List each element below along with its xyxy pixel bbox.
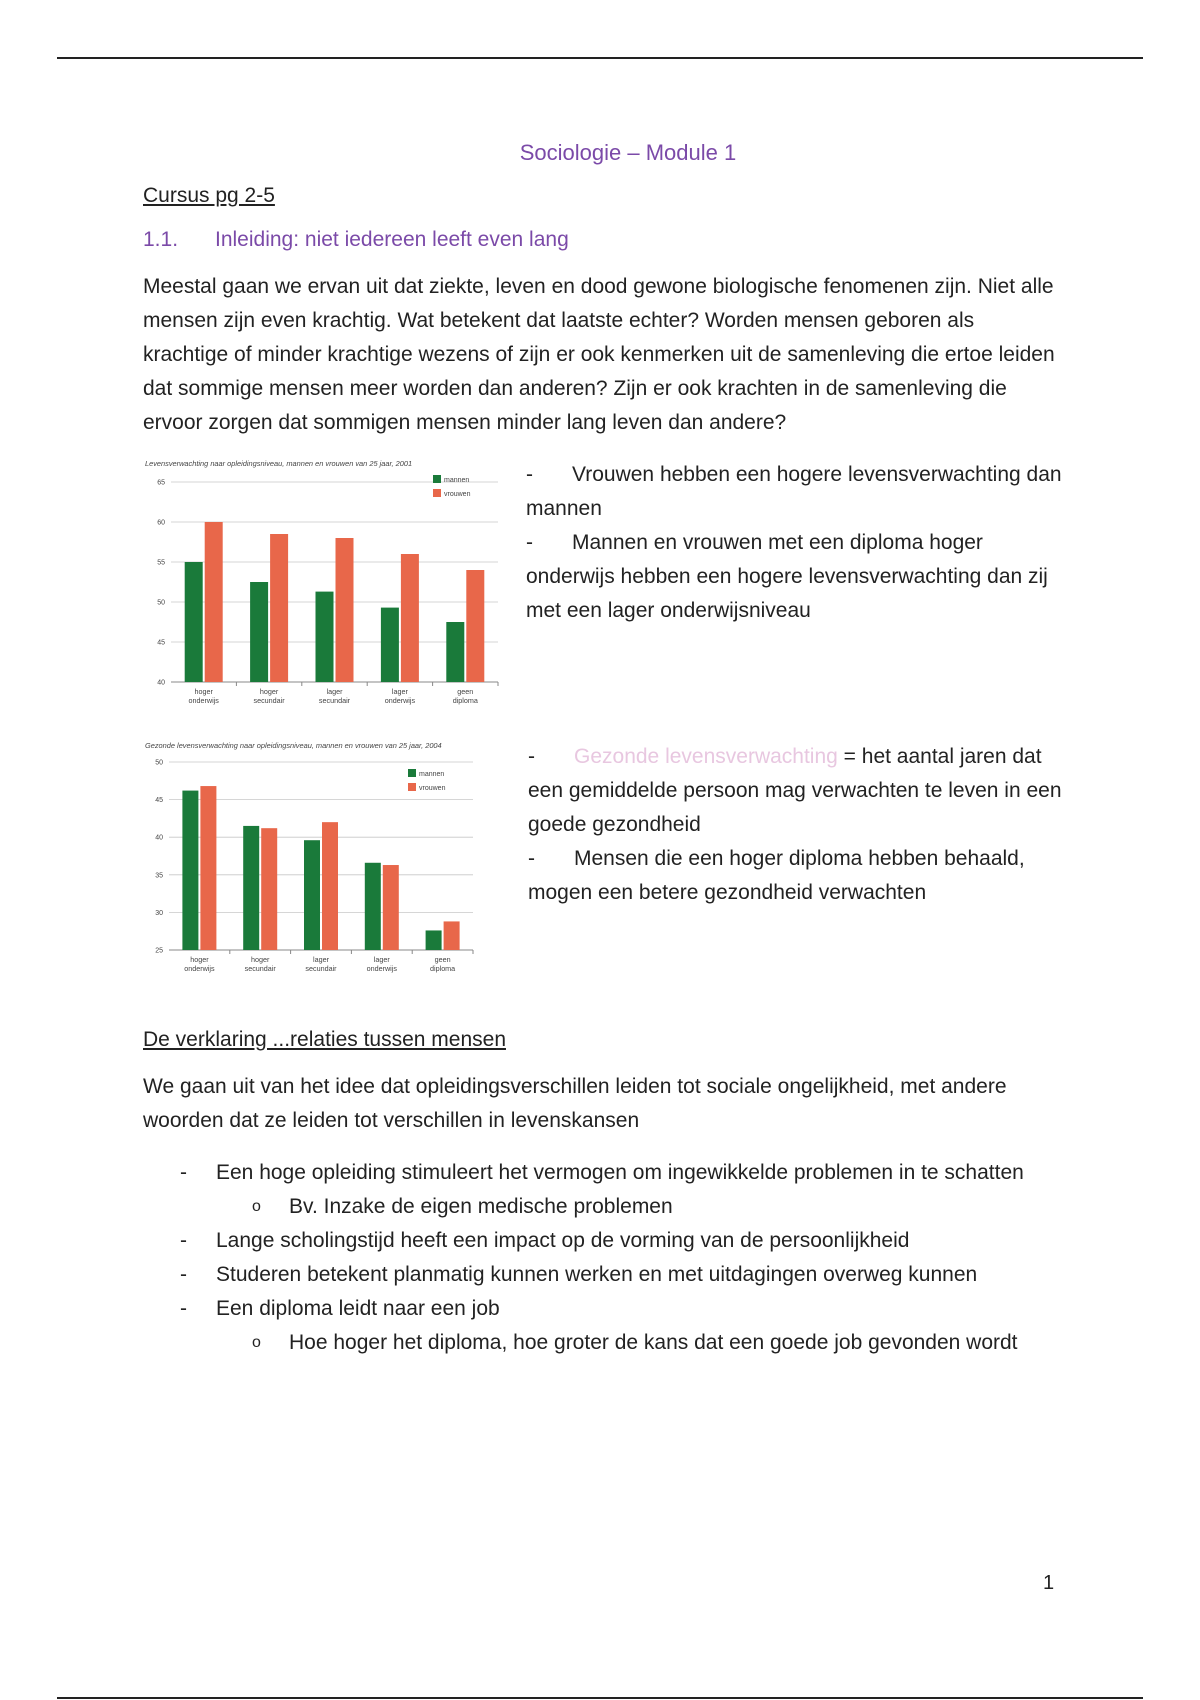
dash-marker: - [528, 847, 535, 870]
chart2-row [143, 740, 1063, 1018]
bar-mannen [365, 863, 381, 950]
dash-marker: - [526, 531, 533, 554]
list-item [143, 1292, 1063, 1360]
bar-vrouwen [205, 522, 223, 682]
chart1-note [526, 526, 1066, 628]
chart1-note [526, 458, 1066, 526]
list-item [143, 1156, 1063, 1224]
top-rule [57, 57, 1143, 59]
section-heading [143, 228, 1063, 252]
circle-marker: o [252, 1334, 261, 1351]
bar-mannen [185, 562, 203, 682]
legend-label: mannen [444, 477, 470, 484]
y-tick-label: 65 [157, 479, 165, 487]
bar-mannen [182, 791, 198, 950]
chart-life-expectancy [143, 458, 503, 720]
note-text: Vrouwen hebben een hogere levensverwachting dan mannen [526, 463, 1062, 520]
x-tick-label: secundair [305, 964, 337, 973]
y-tick-label: 40 [155, 834, 163, 842]
dash-marker: - [180, 1229, 187, 1252]
bar-vrouwen [270, 534, 288, 682]
list-item [143, 1258, 1063, 1292]
note-text: = het aantal jaren dat een gemiddelde persoon mag verwachten te leven in een goede gezondheid [528, 745, 1062, 836]
sub-item-text: Hoe hoger het diploma, hoe groter de kans dat een goede job gevonden wordt [289, 1331, 1018, 1354]
chart2-note [528, 740, 1068, 842]
bar-mannen [250, 582, 268, 682]
bar-vrouwen [466, 570, 484, 682]
x-tick-label: lager [313, 955, 329, 964]
chart1-notes [526, 458, 1066, 628]
x-tick-label: hoger [194, 687, 213, 696]
dash-marker: - [180, 1161, 187, 1184]
chart2-notes [528, 740, 1068, 910]
legend-label: mannen [419, 771, 445, 778]
x-tick-label: onderwijs [184, 964, 215, 973]
bar-mannen [381, 608, 399, 682]
intro-paragraph: Meestal gaan we ervan uit dat ziekte, leven en dood gewone biologische fenomenen zijn. Niet alle mensen zijn even krachtig. Wat betekent dat laatste echter? Worden mensen geboren als krachtige of minder krachtige wezens of zijn er ook kenmerken uit de samenleving die ertoe leiden dat sommige mensen meer worden dan anderen? Zijn er ook krachten in de samenleving die ervoor zorgen dat sommigen mensen minder lang leven dan andere? [143, 275, 1055, 434]
section2-heading: De verklaring ...relaties tussen mensen [143, 1028, 506, 1051]
section-title: Inleiding: niet iedereen leeft even lang [215, 228, 569, 251]
page-number: 1 [1043, 1572, 1055, 1594]
list-item-text: Studeren betekent planmatig kunnen werken en met uitdagingen overweg kunnen [216, 1263, 978, 1286]
bar-vrouwen [383, 865, 399, 950]
chart-title: Levensverwachting naar opleidingsniveau, mannen en vrouwen van 25 jaar, 2001 [145, 459, 413, 468]
legend-swatch-mannen [433, 475, 441, 483]
sub-list [216, 1326, 1063, 1360]
course-reference: Cursus pg 2-5 [143, 184, 275, 207]
y-tick-label: 50 [155, 759, 163, 767]
y-tick-label: 55 [157, 559, 165, 567]
x-tick-label: geen [434, 955, 451, 964]
circle-marker: o [252, 1198, 261, 1215]
sub-item-text: Bv. Inzake de eigen medische problemen [289, 1195, 673, 1218]
bar-vrouwen [444, 921, 460, 950]
dash-marker: - [526, 463, 533, 486]
chart-title: Gezonde levensverwachting naar opleidingsniveau, mannen en vrouwen van 25 jaar, 2004 [145, 741, 442, 750]
y-tick-label: 60 [157, 519, 165, 527]
chart2-note [528, 842, 1068, 910]
x-tick-label: onderwijs [188, 696, 219, 705]
bar-mannen [243, 826, 259, 950]
bottom-rule [57, 1697, 1143, 1699]
x-tick-label: secundair [244, 964, 276, 973]
legend-swatch-mannen [408, 769, 416, 777]
x-tick-label: lager [391, 687, 408, 696]
bar-vrouwen [200, 786, 216, 950]
x-tick-label: secundair [318, 696, 351, 705]
list-item-text: Lange scholingstijd heeft een impact op de vorming van de persoonlijkheid [216, 1229, 910, 1252]
y-tick-label: 50 [157, 599, 165, 607]
legend-swatch-vrouwen [408, 783, 416, 791]
note-text: Mannen en vrouwen met een diploma hoger onderwijs hebben een hogere levensverwachting dan zij met een lager onderwijsniveau [526, 531, 1048, 622]
x-tick-label: diploma [452, 696, 478, 705]
x-tick-label: diploma [430, 964, 456, 973]
list-item-text: Een diploma leidt naar een job [216, 1297, 500, 1320]
sub-list-item [216, 1326, 1063, 1360]
chart1-row [143, 458, 1063, 740]
list-item-text: Een hoge opleiding stimuleert het vermogen om ingewikkelde problemen in te schatten [216, 1161, 1024, 1184]
x-tick-label: hoger [259, 687, 279, 696]
dash-marker: - [180, 1297, 187, 1320]
note-text: Mensen die een hoger diploma hebben behaald, mogen een betere gezondheid verwachten [528, 847, 1025, 904]
x-tick-label: hoger [251, 955, 270, 964]
explanation-list [143, 1156, 1063, 1360]
bar-mannen [426, 930, 442, 950]
legend-swatch-vrouwen [433, 489, 441, 497]
bar-vrouwen [336, 538, 354, 682]
chart-healthy-life-expectancy [143, 740, 503, 992]
bar-vrouwen [401, 554, 419, 682]
x-tick-label: onderwijs [366, 964, 397, 973]
bar-vrouwen [322, 822, 338, 950]
section-number: 1.1. [143, 228, 179, 251]
document-title: Sociologie – Module 1 [519, 140, 737, 165]
x-tick-label: onderwijs [384, 696, 416, 705]
y-tick-label: 40 [157, 679, 165, 687]
bar-mannen [304, 840, 320, 950]
sub-list-item [216, 1190, 1063, 1224]
x-tick-label: lager [326, 687, 343, 696]
y-tick-label: 25 [155, 947, 163, 955]
x-tick-label: secundair [253, 696, 285, 705]
y-tick-label: 45 [157, 639, 165, 647]
bar-mannen [316, 592, 334, 682]
dash-marker: - [180, 1263, 187, 1286]
bar-vrouwen [261, 828, 277, 950]
y-tick-label: 35 [155, 872, 163, 880]
list-item [143, 1224, 1063, 1258]
legend-label: vrouwen [419, 785, 446, 792]
x-tick-label: lager [373, 955, 390, 964]
legend-label: vrouwen [444, 491, 471, 498]
y-tick-label: 45 [155, 797, 163, 805]
y-tick-label: 30 [155, 909, 163, 917]
x-tick-label: geen [457, 687, 474, 696]
dash-marker: - [528, 745, 535, 768]
bar-mannen [446, 622, 464, 682]
page-content [143, 140, 1063, 1360]
sub-list [216, 1190, 1063, 1224]
healthy-life-term: Gezonde levensverwachting [574, 745, 838, 768]
x-tick-label: hoger [190, 955, 209, 964]
section2-paragraph: We gaan uit van het idee dat opleidingsverschillen leiden tot sociale ongelijkheid, met andere woorden dat ze leiden tot verschillen in levenskansen [143, 1075, 1007, 1132]
